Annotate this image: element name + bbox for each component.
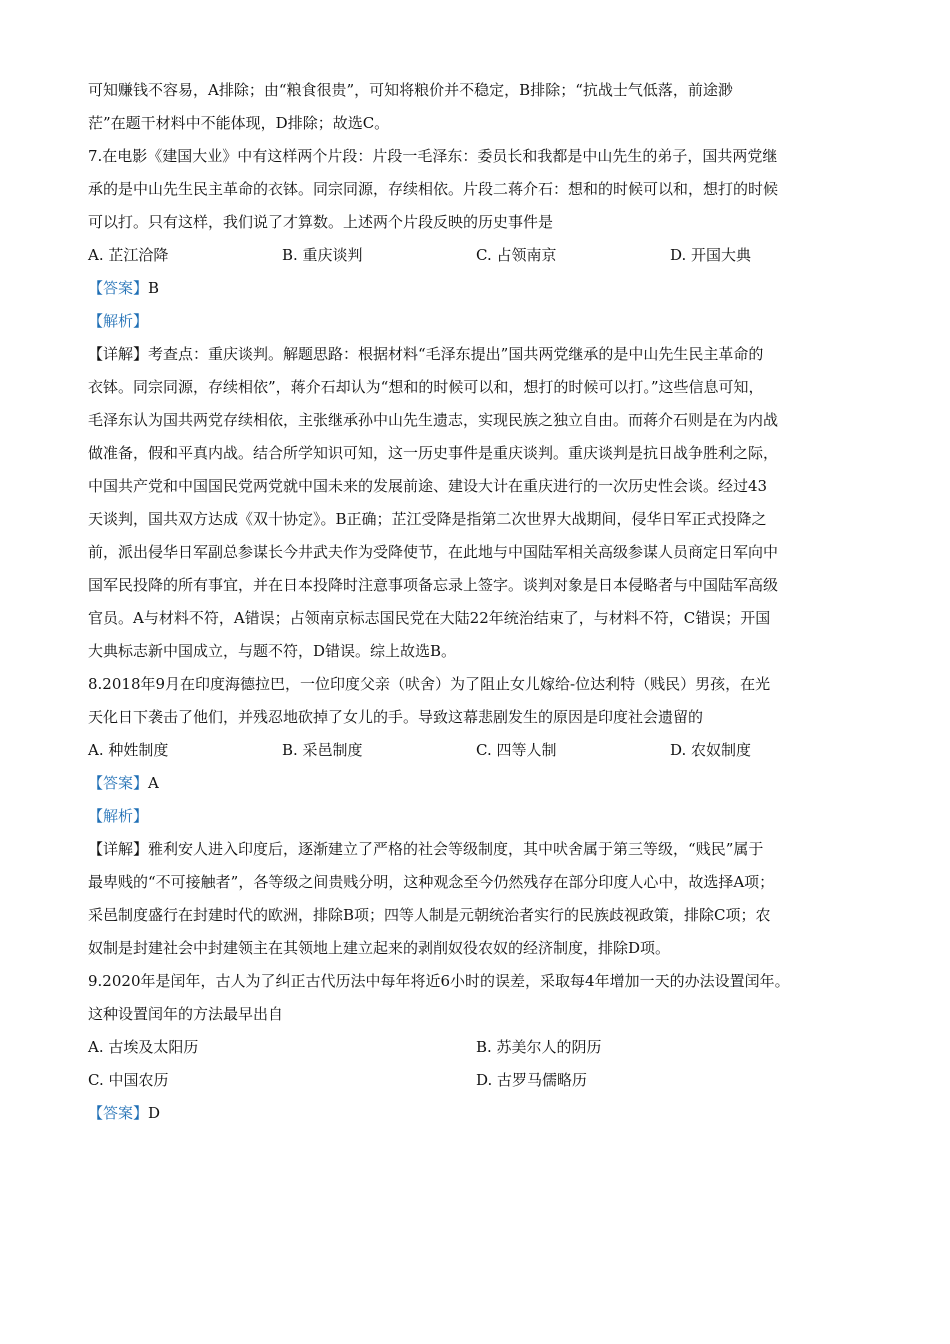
options-row xyxy=(88,1064,878,1097)
option-d: D. 农奴制度 xyxy=(670,741,752,759)
analysis-line xyxy=(88,800,878,833)
options-row xyxy=(88,1031,878,1064)
answer-tag: 【答案】 xyxy=(88,279,149,297)
question-stem-line: 9.2020年是闰年，古人为了纠正古代历法中每年将近6小时的误差，采取每4年增加一天的办法设置闰年。 xyxy=(88,972,790,990)
question-stem-line: 8.2018年9月在印度海德拉巴，一位印度父亲（吠舍）为了阻止女儿嫁给-位达利特（贱民）男孩，在光 xyxy=(88,675,771,693)
answer-value: D xyxy=(148,1104,161,1122)
question-stem-line: 7.在电影《建国大业》中有这样两个片段：片段一毛泽东：委员长和我都是中山先生的弟子，国共两党继 xyxy=(88,147,778,165)
question-stem-line: 可以打。只有这样，我们说了才算数。上述两个片段反映的历史事件是 xyxy=(88,213,554,231)
option-b: B. 重庆谈判 xyxy=(282,246,363,264)
answer-line xyxy=(88,767,878,800)
question-stem-line: 承的是中山先生民主革命的衣钵。同宗同源，存续相依。片段二蒋介石：想和的时候可以和，想打的时候 xyxy=(88,180,779,198)
option-c: C. 中国农历 xyxy=(88,1071,169,1089)
detail-line: 大典标志新中国成立，与题不符，D错误。综上故选B。 xyxy=(88,642,457,660)
detail-line: 毛泽东认为国共两党存续相依，主张继承孙中山先生遗志，实现民族之独立自由。而蒋介石则是在为内战 xyxy=(88,411,779,429)
question-7 xyxy=(88,140,878,668)
text-line: 茫”在题干材料中不能体现，D排除；故选C。 xyxy=(88,114,390,132)
option-d: D. 古罗马儒略历 xyxy=(476,1071,588,1089)
detail-line: 官员。A与材料不符，A错误；占领南京标志国民党在大陆22年统治结束了，与材料不符，C错误；开国 xyxy=(88,609,771,627)
answer-tag: 【答案】 xyxy=(88,1104,149,1122)
analysis-line xyxy=(88,305,878,338)
detail-line xyxy=(88,833,878,866)
answer-line xyxy=(88,272,878,305)
option-b: B. 苏美尔人的阴历 xyxy=(476,1038,602,1056)
option-c: C. 四等人制 xyxy=(476,741,557,759)
answer-value: B xyxy=(148,279,160,297)
detail-line: 前，派出侵华日军副总参谋长今井武夫作为受降使节，在此地与中国陆军相关高级参谋人员商定日军向中 xyxy=(88,543,779,561)
answer-tag: 【答案】 xyxy=(88,774,149,792)
detail-tag: 【详解】 xyxy=(88,840,149,858)
answer-line xyxy=(88,1097,878,1130)
analysis-tag: 【解析】 xyxy=(88,312,149,330)
detail-line: 做准备，假和平真内战。结合所学知识可知，这一历史事件是重庆谈判。重庆谈判是抗日战争胜利之际， xyxy=(88,444,779,462)
option-a: A. 古埃及太阳历 xyxy=(88,1038,199,1056)
question-9 xyxy=(88,965,878,1130)
detail-line: 国军民投降的所有事宜，并在日本投降时注意事项备忘录上签字。谈判对象是日本侵略者与中国陆军高级 xyxy=(88,576,779,594)
detail-line: 最卑贱的“不可接触者”，各等级之间贵贱分明，这种观念至今仍然残存在部分印度人心中，故选择A项； xyxy=(88,873,775,891)
question-stem-line: 这种设置闰年的方法最早出自 xyxy=(88,1005,284,1023)
detail-line: 中国共产党和中国国民党两党就中国未来的发展前途、建设大计在重庆进行的一次历史性会谈。经过43 xyxy=(88,477,768,495)
options-row xyxy=(88,239,878,272)
question-stem-line: 天化日下袭击了他们，并残忍地砍掉了女儿的手。导致这幕悲剧发生的原因是印度社会遗留的 xyxy=(88,708,704,726)
option-d: D. 开国大典 xyxy=(670,246,752,264)
detail-tag: 【详解】 xyxy=(88,345,149,363)
detail-text: 雅利安人进入印度后，逐渐建立了严格的社会等级制度，其中吠舍属于第三等级，“贱民”属于 xyxy=(148,840,764,858)
detail-line: 衣钵。同宗同源，存续相依”，蒋介石却认为“想和的时候可以和，想打的时候可以打。”这些信息可知， xyxy=(88,378,764,396)
document-page xyxy=(88,74,878,1130)
option-a: A. 种姓制度 xyxy=(88,741,169,759)
options-row xyxy=(88,734,878,767)
analysis-tag: 【解析】 xyxy=(88,807,149,825)
detail-line xyxy=(88,338,878,371)
option-c: C. 占领南京 xyxy=(476,246,557,264)
option-b: B. 采邑制度 xyxy=(282,741,363,759)
detail-line: 采邑制度盛行在封建时代的欧洲，排除B项；四等人制是元朝统治者实行的民族歧视政策，排除C项；农 xyxy=(88,906,771,924)
text-line: 可知赚钱不容易，A排除；由“粮食很贵”，可知将粮价并不稳定，B排除；“抗战士气低落，前途渺 xyxy=(88,81,733,99)
option-a: A. 芷江洽降 xyxy=(88,246,169,264)
answer-value: A xyxy=(148,774,159,792)
question-8 xyxy=(88,668,878,965)
detail-text: 考查点：重庆谈判。解题思路：根据材料“毛泽东提出”国共两党继承的是中山先生民主革命的 xyxy=(148,345,764,363)
detail-line: 奴制是封建社会中封建领主在其领地上建立起来的剥削奴役农奴的经济制度，排除D项。 xyxy=(88,939,671,957)
detail-line: 天谈判，国共双方达成《双十协定》。B正确；芷江受降是指第二次世界大战期间，侵华日军正式投降之 xyxy=(88,510,767,528)
q6-analysis-tail xyxy=(88,74,878,140)
